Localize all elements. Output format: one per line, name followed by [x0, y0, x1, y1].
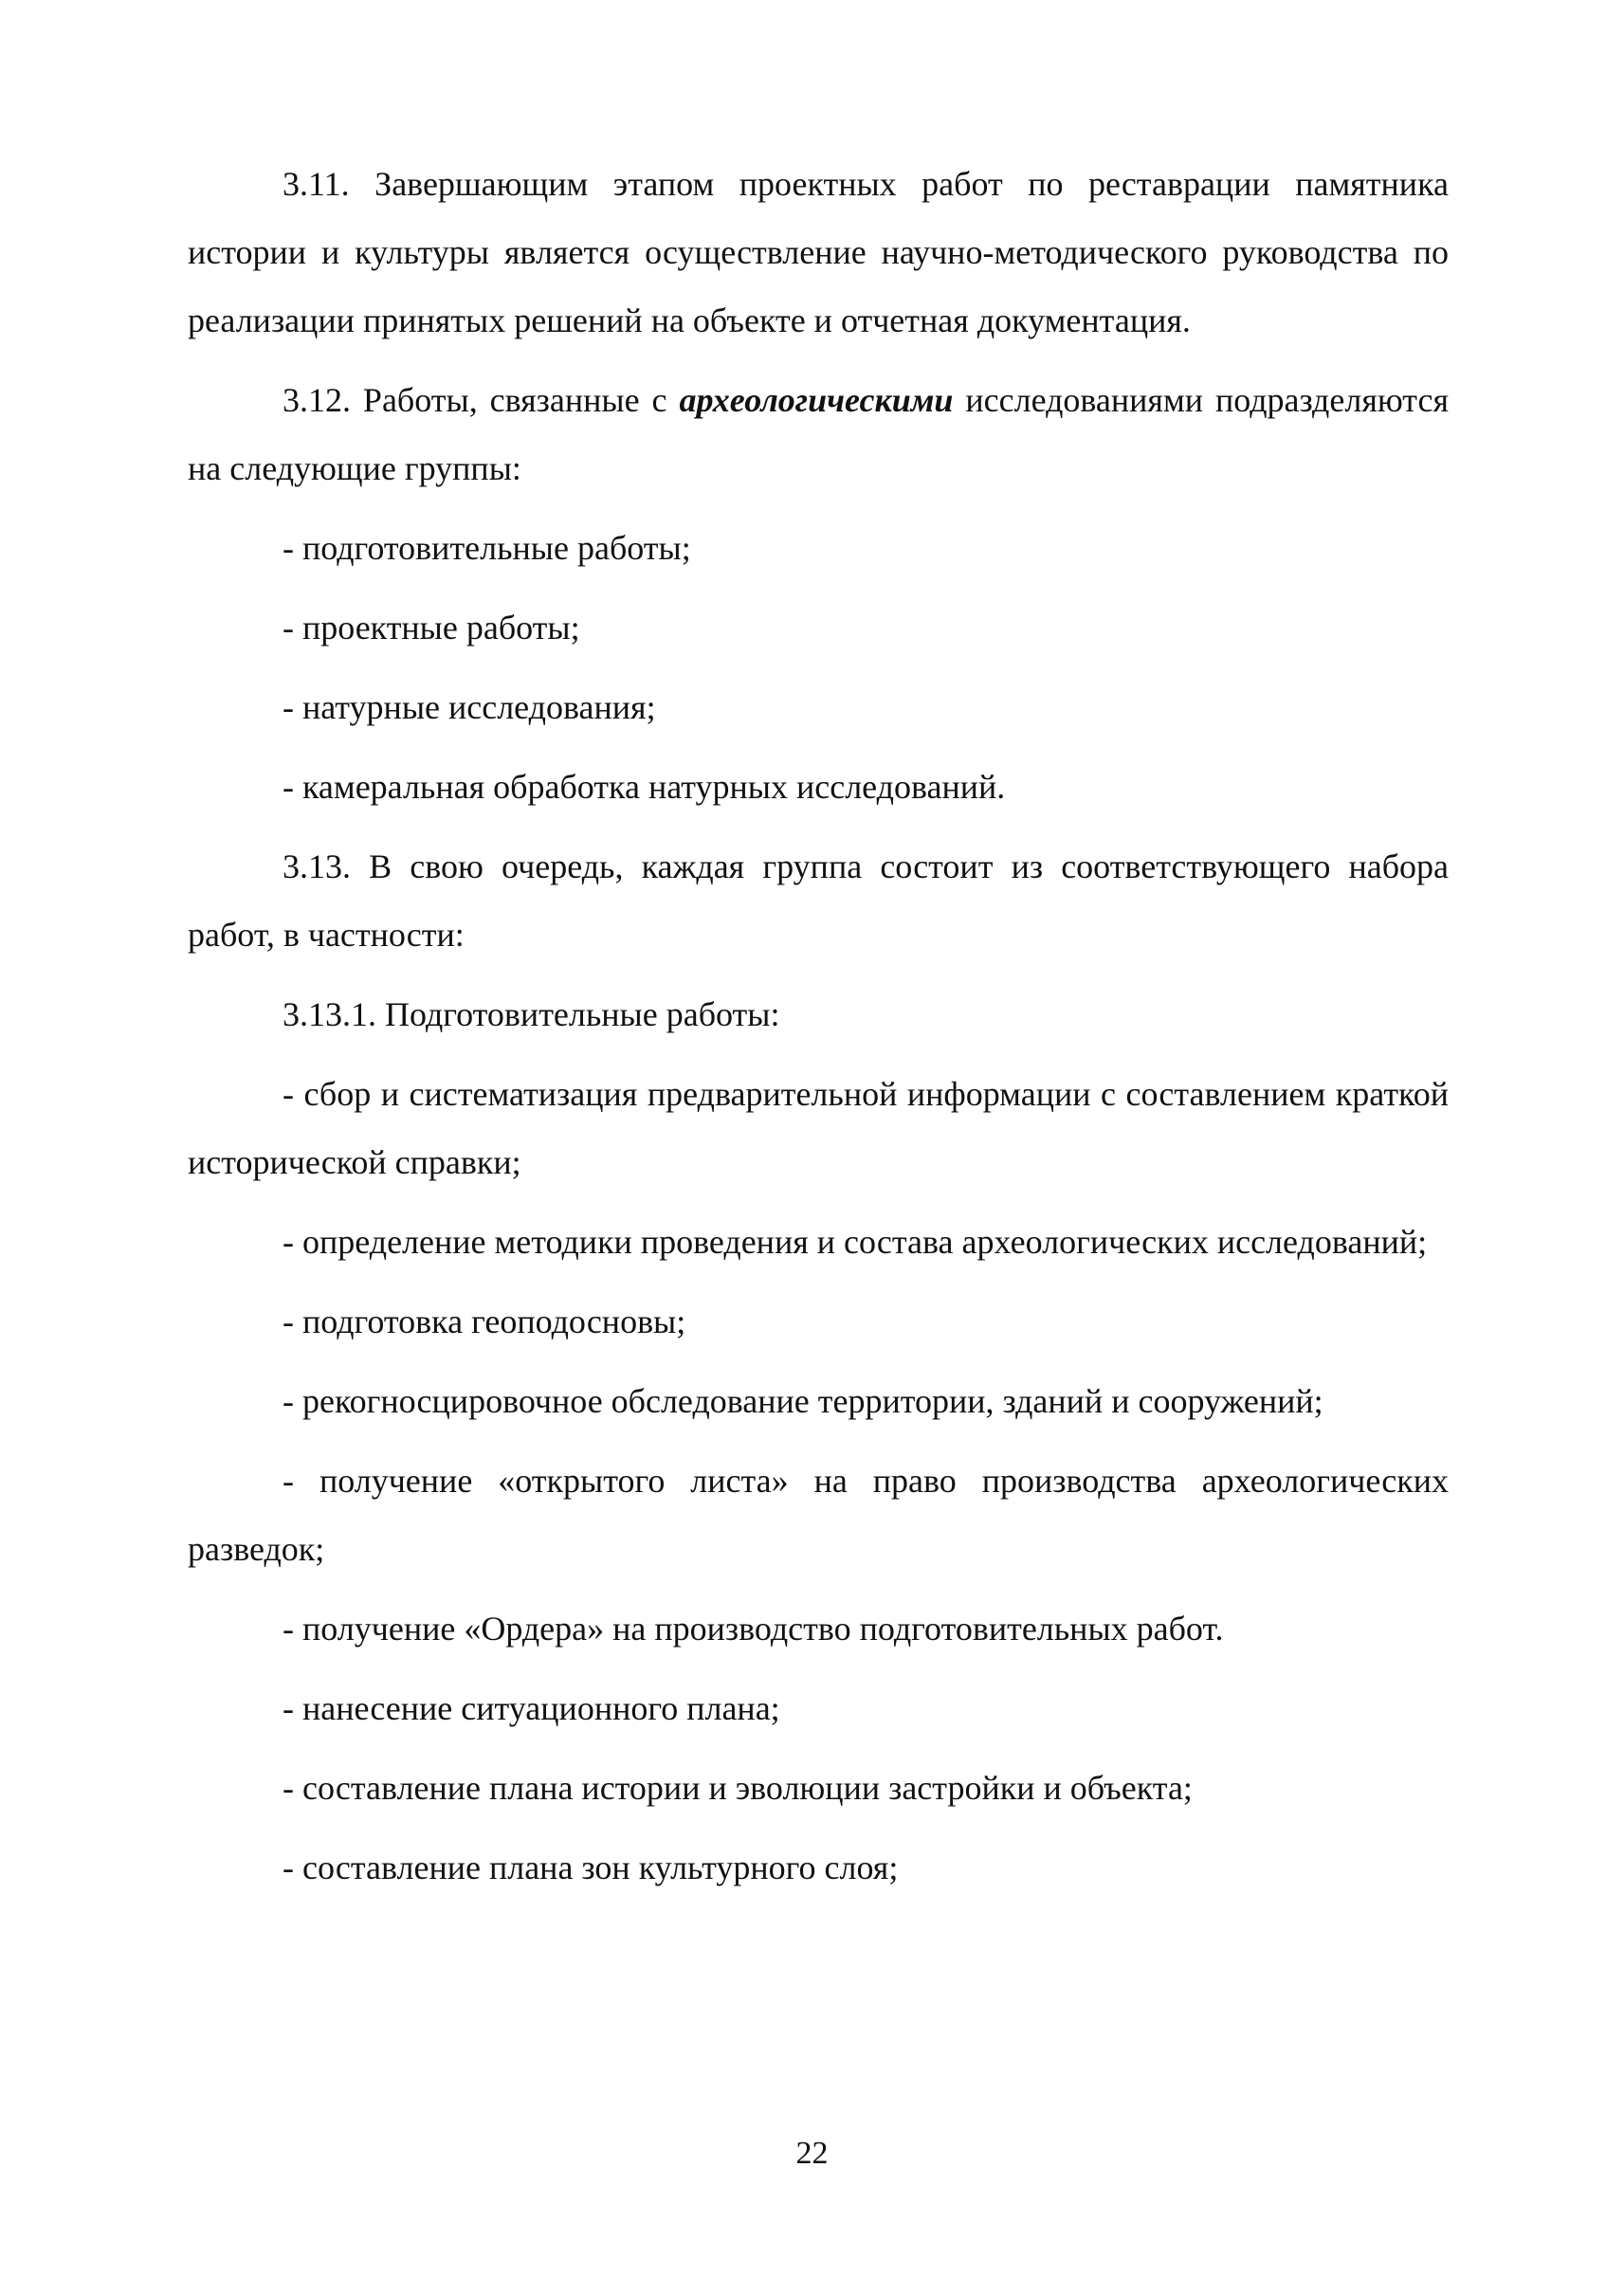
list-item-order: - получение «Ордера» на производство подготовительных работ. — [283, 1610, 1224, 1648]
paragraph-3-12-suffix: исследованиями подразделяются на следующие группы: — [188, 381, 1450, 487]
paragraph-3-12-prefix: 3.12. Работы, связанные с — [283, 381, 680, 419]
list-item-methodology: - определение методики проведения и состава археологических исследований; — [283, 1223, 1428, 1261]
list-item-situation-plan: - нанесение ситуационного плана; — [283, 1689, 780, 1727]
list-item-open-sheet: - получение «открытого листа» на право производства археологических разведок; — [188, 1462, 1449, 1568]
paragraph-3-13-1: 3.13.1. Подготовительные работы: — [283, 995, 780, 1033]
list-item-history-plan: - составление плана истории и эволюции застройки и объекта; — [283, 1769, 1193, 1807]
group-item-design: - проектные работы; — [283, 609, 580, 647]
group-item-preparatory: - подготовительные работы; — [283, 529, 691, 567]
list-item-geobase: - подготовка геоподосновы; — [283, 1302, 686, 1340]
page-number: 22 — [795, 2136, 829, 2171]
list-item-cultural-layer-plan: - составление плана зон культурного слоя; — [283, 1849, 899, 1886]
paragraph-3-12-emphasis: археологическими — [679, 381, 954, 419]
paragraph-3-11: 3.11. Завершающим этапом проектных работ по реставрации памятника истории и культуры является осуществление научно-методического руководства по реализации принятых решений на объекте и отчетная документация. — [188, 165, 1449, 339]
list-item-collection: - сбор и систематизация предварительной информации с составлением краткой исторической справки; — [188, 1075, 1449, 1181]
paragraph-3-12 — [188, 366, 1449, 502]
document-page — [188, 150, 1449, 1913]
list-item-reconnaissance: - рекогносцировочное обследование территории, зданий и сооружений; — [283, 1382, 1323, 1420]
group-item-cameral: - камеральная обработка натурных исследований. — [283, 768, 1006, 806]
group-item-field: - натурные исследования; — [283, 688, 656, 726]
paragraph-3-13: 3.13. В свою очередь, каждая группа состоит из соответствующего набора работ, в частности: — [188, 847, 1449, 954]
